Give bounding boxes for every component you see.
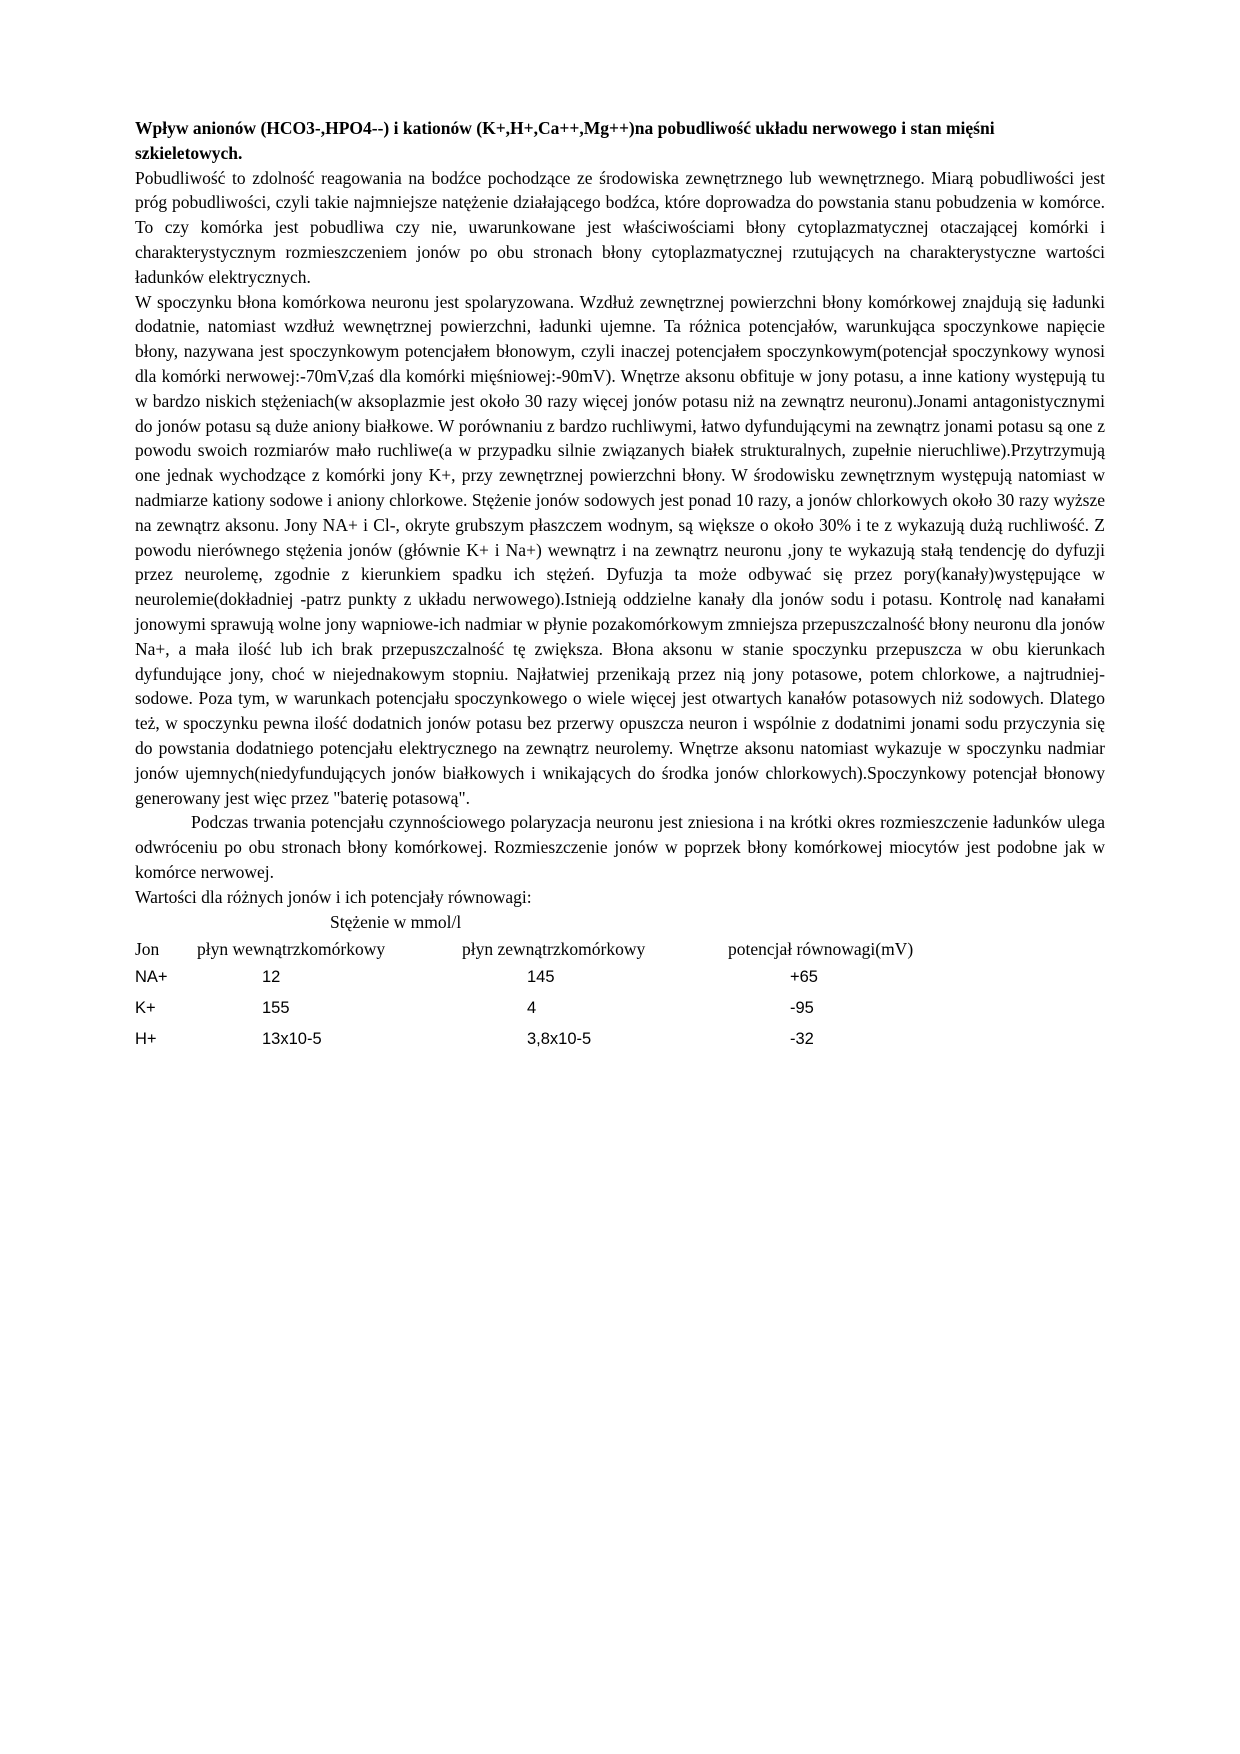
document-title: Wpływ anionów (HCO3-,HPO4--) i kationów (K+,H+,Ca++,Mg++)na pobudliwość układu nerwowego i stan mięśni szkieletowych. bbox=[135, 118, 995, 163]
column-header-equilibrium-potential: potencjał równowagi(mV) bbox=[728, 939, 914, 960]
intracellular-value: 155 bbox=[262, 999, 290, 1018]
table-row-k bbox=[135, 993, 1105, 1024]
column-header-extracellular: płyn zewnątrzkomórkowy bbox=[462, 939, 646, 960]
paragraph-table-intro: Wartości dla różnych jonów i ich potencjały równowagi: bbox=[135, 886, 532, 907]
paragraph-action-potential: Podczas trwania potencjału czynnościowego polaryzacja neuronu jest zniesiona i na krótki okres rozmieszczenie ładunków ulega odwróceniu po obu stronach błony komórkowej. Rozmieszczenie jonów w poprzek błony komórkowej miocytów jest podobne jak w komórce nerwowej. bbox=[135, 812, 1105, 882]
table-header-row bbox=[135, 936, 1105, 962]
column-header-intracellular: płyn wewnątrzkomórkowy bbox=[197, 939, 386, 960]
intracellular-value: 12 bbox=[262, 968, 281, 987]
extracellular-value: 145 bbox=[527, 968, 555, 987]
extracellular-value: 3,8x10-5 bbox=[527, 1030, 592, 1049]
ion-name: H+ bbox=[135, 1030, 157, 1049]
ion-name: K+ bbox=[135, 999, 156, 1018]
equilibrium-potential-value: -32 bbox=[790, 1030, 814, 1049]
extracellular-value: 4 bbox=[527, 999, 537, 1018]
table-subtitle: Stężenie w mmol/l bbox=[330, 911, 462, 932]
ion-name: NA+ bbox=[135, 968, 168, 987]
equilibrium-potential-value: +65 bbox=[790, 968, 818, 987]
intracellular-value: 13x10-5 bbox=[262, 1030, 322, 1049]
paragraph-excitability: Pobudliwość to zdolność reagowania na bodźce pochodzące ze środowiska zewnętrznego lub wewnętrznego. Miarą pobudliwości jest próg pobudliwości, czyli takie najmniejsze natężenie działającego bodźca, które doprowadza do powstania stanu pobudzenia w komórce. To czy komórka jest pobudliwa czy nie, uwarunkowane jest właściwościami błony cytoplazmatycznej otaczającej komórki i charakterystycznym rozmieszczeniem jonów po obu stronach błony cytoplazmatycznej rzutujących na charakterystyczne wartości ładunków elektrycznych. bbox=[135, 167, 1105, 287]
column-header-ion: Jon bbox=[135, 939, 160, 960]
paragraph-resting-potential: W spoczynku błona komórkowa neuronu jest spolaryzowana. Wzdłuż zewnętrznej powierzchni błony komórkowej znajdują się ładunki dodatnie, natomiast wzdłuż wewnętrznej powierzchni, ładunki ujemne. Ta różnica potencjałów, warunkująca spoczynkowe napięcie błony, nazywana jest spoczynkowym potencjałem błonowym, czyli inaczej potencjałem spoczynkowym(potencjał spoczynkowy wynosi dla komórki nerwowej:-70mV,zaś dla komórki mięśniowej:-90mV). Wnętrze aksonu obfituje w jony potasu, a inne kationy występują tu w bardzo niskich stężeniach(w aksoplazmie jest około 30 razy więcej jonów potasu niż na zewnątrz neuronu).Jonami antagonistycznymi do jonów potasu są duże aniony białkowe. W porównaniu z bardzo ruchliwymi, łatwo dyfundującymi na zewnątrz jonami potasu są one z powodu swoich rozmiarów mało ruchliwe(a w przypadku silnie związanych białek strukturalnych, zupełnie nieruchliwe).Przytrzymują one jednak wychodzące z komórki jony K+, przy zewnętrznej powierzchni błony. W środowisku zewnętrznym występują natomiast w nadmiarze kationy sodowe i aniony chlorkowe. Stężenie jonów sodowych jest ponad 10 razy, a jonów chlorkowych około 30 razy wyższe na zewnątrz aksonu. Jony NA+ i Cl-, okryte grubszym płaszczem wodnym, są większe o około 30% i te z wykazują dużą ruchliwość. Z powodu nierównego stężenia jonów (głównie K+ i Na+) wewnątrz i na zewnątrz neuronu ,jony te wykazują stałą tendencję do dyfuzji przez neurolemę, zgodnie z kierunkiem spadku ich stężeń. Dyfuzja ta może odbywać się przez pory(kanały)występujące w neurolemie(dokładniej -patrz punkty z układu nerwowego).Istnieją oddzielne kanały dla jonów sodu i potasu. Kontrolę nad kanałami jonowymi sprawują wolne jony wapniowe-ich nadmiar w płynie pozakomórkowym zmniejsza przepuszczalność błony neuronu dla jonów Na+, a mała ilość lub ich brak przepuszczalność tę zwiększa. Błona aksonu w stanie spoczynku przepuszcza w obu kierunkach dyfundujące jony, choć w niejednakowym stopniu. Najłatwiej przenikają przez nią jony potasowe, potem chlorkowe, a najtrudniej-sodowe. Poza tym, w warunkach potencjału spoczynkowego o wiele więcej jest otwartych kanałów potasowych niż sodowych. Dlatego też, w spoczynku pewna ilość dodatnich jonów potasu bez przerwy opuszcza neuron i wspólnie z dodatnimi jonami sodu przyczynia się do powstania dodatniego potencjału elektrycznego na zewnątrz neurolemy. Wnętrze aksonu natomiast wykazuje w spoczynku nadmiar jonów ujemnych(niedyfundujących jonów białkowych i wnikających do środka jonów chlorkowych).Spoczynkowy potencjał błonowy generowany jest więc przez "baterię potasową". bbox=[135, 291, 1105, 808]
ion-equilibrium-table bbox=[135, 936, 1105, 1055]
equilibrium-potential-value: -95 bbox=[790, 999, 814, 1018]
table-row-na bbox=[135, 962, 1105, 993]
table-row-h bbox=[135, 1024, 1105, 1055]
